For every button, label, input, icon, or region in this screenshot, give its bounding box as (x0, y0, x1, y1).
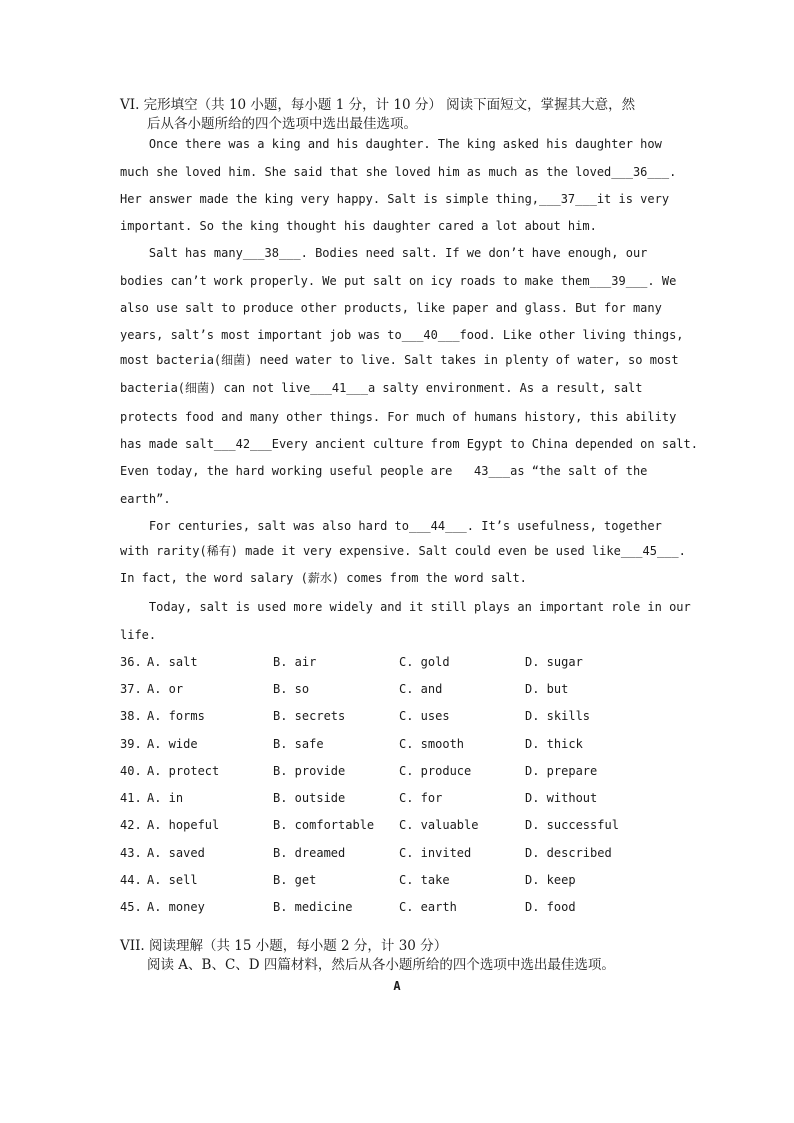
passage-line: Salt has many___38___. Bodies need salt. If we don’t have enough, our (120, 246, 648, 260)
option-c: C. for (399, 791, 443, 805)
question-row-37 (120, 681, 680, 697)
section7-heading-line1: VII. 阅读理解（共 15 小题，每小题 2 分，计 30 分） (120, 938, 448, 954)
passage-line: also use salt to produce other products, like paper and glass. But for many (120, 301, 662, 315)
option-b: B. comfortable (273, 818, 375, 832)
option-b: B. outside (273, 791, 346, 805)
section6-heading-line1: VI. 完形填空（共 10 小题，每小题 1 分，计 10 分） 阅读下面短文，掌握其大意，然 (120, 97, 636, 113)
passage-line: Her answer made the king very happy. Salt is simple thing,___37___it is very (120, 192, 670, 206)
passage-line: protects food and many other things. For much of humans history, this ability (120, 410, 677, 424)
option-c: C. and (399, 682, 443, 696)
option-c: C. smooth (399, 737, 465, 751)
question-row-39 (120, 736, 680, 752)
passage-line: In fact, the word salary (薪水) comes from the word salt. (120, 571, 527, 585)
option-d: D. without (525, 791, 598, 805)
passage-line: important. So the king thought his daughter cared a lot about him. (120, 219, 597, 233)
option-a: A. forms (147, 709, 205, 723)
question-number: 42. (120, 818, 142, 832)
passage-line: much she loved him. She said that she loved him as much as the loved___36___. (120, 165, 677, 179)
option-d: D. sugar (525, 655, 583, 669)
question-number: 43. (120, 846, 142, 860)
option-c: C. gold (399, 655, 450, 669)
question-number: 38. (120, 709, 142, 723)
question-number: 41. (120, 791, 142, 805)
option-b: B. get (273, 873, 317, 887)
passage-line: most bacteria(细菌) need water to live. Salt takes in plenty of water, so most (120, 353, 679, 367)
passage-label: A (393, 979, 401, 993)
section7-heading-line2: 阅读 A、B、C、D 四篇材料，然后从各小题所给的四个选项中选出最佳选项。 (147, 957, 615, 973)
passage-line: years, salt’s most important job was to___40___food. Like other living things, (120, 328, 684, 342)
question-number: 45. (120, 900, 142, 914)
option-b: B. safe (273, 737, 324, 751)
passage-line: For centuries, salt was also hard to___44___. It’s usefulness, together (120, 519, 662, 533)
passage-line: with rarity(稀有) made it very expensive. Salt could even be used like___45___. (120, 544, 686, 558)
question-number: 36. (120, 655, 142, 669)
passage-line: Today, salt is used more widely and it still plays an important role in our (120, 600, 691, 614)
question-number: 39. (120, 737, 142, 751)
option-d: D. keep (525, 873, 576, 887)
option-d: D. successful (525, 818, 619, 832)
option-c: C. invited (399, 846, 472, 860)
question-row-36 (120, 654, 680, 670)
question-number: 44. (120, 873, 142, 887)
option-a: A. money (147, 900, 205, 914)
passage-line: life. (120, 628, 157, 642)
option-c: C. earth (399, 900, 457, 914)
option-a: A. in (147, 791, 184, 805)
option-d: D. prepare (525, 764, 598, 778)
passage-line: Once there was a king and his daughter. The king asked his daughter how (120, 137, 662, 151)
passage-line: earth”. (120, 492, 171, 506)
option-d: D. but (525, 682, 569, 696)
option-b: B. dreamed (273, 846, 346, 860)
option-a: A. or (147, 682, 184, 696)
option-b: B. so (273, 682, 310, 696)
option-a: A. sell (147, 873, 198, 887)
question-number: 40. (120, 764, 142, 778)
option-a: A. saved (147, 846, 205, 860)
section6-heading-line2: 后从各小题所给的四个选项中选出最佳选项。 (147, 116, 417, 132)
question-row-41 (120, 790, 680, 806)
passage-line: bacteria(细菌) can not live___41___a salty environment. As a result, salt (120, 381, 643, 395)
option-d: D. food (525, 900, 576, 914)
option-c: C. produce (399, 764, 472, 778)
option-b: B. air (273, 655, 317, 669)
option-b: B. medicine (273, 900, 353, 914)
option-d: D. skills (525, 709, 591, 723)
question-row-43 (120, 845, 680, 861)
question-row-38 (120, 708, 680, 724)
question-row-40 (120, 763, 680, 779)
passage-line: bodies can’t work properly. We put salt on icy roads to make them___39___. We (120, 274, 677, 288)
option-c: C. uses (399, 709, 450, 723)
option-d: D. described (525, 846, 612, 860)
question-row-42 (120, 817, 680, 833)
question-row-45 (120, 899, 680, 915)
option-d: D. thick (525, 737, 583, 751)
option-a: A. salt (147, 655, 198, 669)
passage-line: Even today, the hard working useful people are 43___as “the salt of the (120, 464, 648, 478)
question-number: 37. (120, 682, 142, 696)
option-b: B. provide (273, 764, 346, 778)
option-a: A. wide (147, 737, 198, 751)
passage-line: has made salt___42___Every ancient culture from Egypt to China depended on salt. (120, 437, 698, 451)
option-a: A. hopeful (147, 818, 220, 832)
option-c: C. take (399, 873, 450, 887)
option-b: B. secrets (273, 709, 346, 723)
question-row-44 (120, 872, 680, 888)
option-c: C. valuable (399, 818, 479, 832)
option-a: A. protect (147, 764, 220, 778)
